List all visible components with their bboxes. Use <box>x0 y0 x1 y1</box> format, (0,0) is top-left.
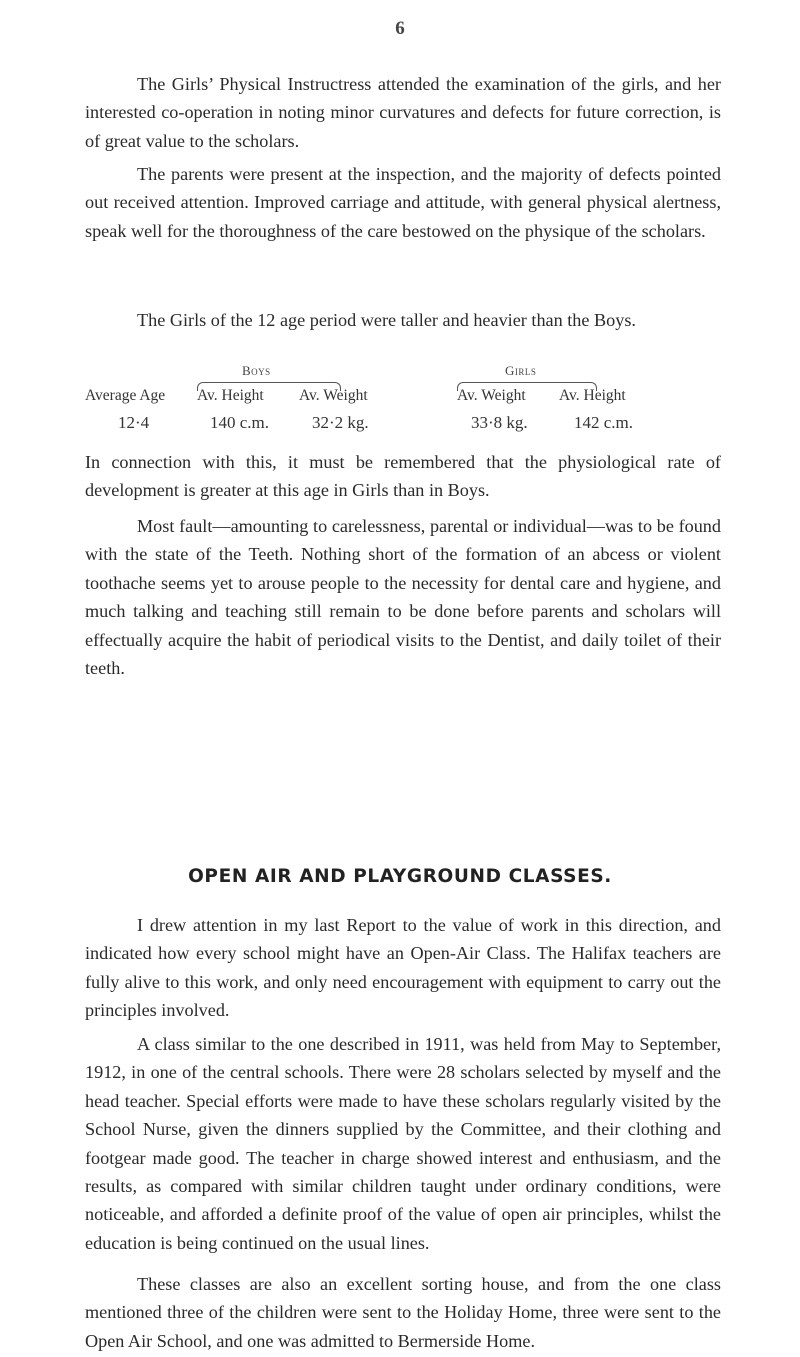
paragraph-girls-taller: The Girls of the 12 age period were taller and heavier than the Boys. <box>137 310 636 330</box>
header-boys-weight: Av. Weight <box>299 387 368 404</box>
section-heading-open-air: OPEN AIR AND PLAYGROUND CLASSES. <box>188 866 612 887</box>
paragraph-parents-inspection: The parents were present at the inspection, and the majority of defects pointed out received attention. Improved carriage and attitude, with general physical alertness, speak well for the thoroughness of the care bestowed on the physique of the scholars. <box>85 164 721 241</box>
paragraph-open-air-report: I drew attention in my last Report to the value of work in this direction, and indicated how every school might have an Open-Air Class. The Halifax teachers are fully alive to this work, and only need encouragement with equipment to carry out the principles involved. <box>85 915 721 1021</box>
paragraph-physiological-rate: In connection with this, it must be remembered that the physiological rate of development is greater at this age in Girls than in Boys. <box>85 452 721 501</box>
header-girls-weight: Av. Weight <box>457 387 526 404</box>
page-number: 6 <box>395 18 405 39</box>
boys-group-label: Boys <box>242 363 271 378</box>
paragraph-teeth: Most fault—amounting to carelessness, parental or individual—was to be found with the state of the Teeth. Nothing short of the formation of an abcess or violent toothache seems yet to arouse people to the necessity for dental care and hygiene, and much talking and teaching still remain to be done before parents and scholars will effectually acquire the habit of periodical visits to the Dentist, and daily toilet of their teeth. <box>85 516 721 679</box>
header-boys-height: Av. Height <box>197 387 264 404</box>
paragraph-class-1912: A class similar to the one described in 1911, was held from May to September, 1912, in one of the central schools. There were 28 scholars selected by myself and the head teacher. Special efforts were made to have these scholars regularly visited by the School Nurse, given the dinners supplied by the Committee, and their clothing and footgear made good. The teacher in charge showed interest and enthusiasm, and the results, as compared with similar children taught under ordinary conditions, were noticeable, and afforded a definite proof of the value of open air principles, whilst the education is being continued on the usual lines. <box>85 1034 721 1253</box>
value-girls-weight: 33·8 kg. <box>471 413 528 432</box>
paragraph-physical-instructress: The Girls’ Physical Instructress attended the examination of the girls, and her interested co-operation in noting minor curvatures and defects for future correction, is of great value to the scholars. <box>85 74 721 151</box>
value-boys-weight: 32·2 kg. <box>312 413 369 432</box>
paragraph-sorting-house: These classes are also an excellent sorting house, and from the one class mentioned three of the children were sent to the Holiday Home, three were sent to the Open Air School, and one was admitted to Bermerside Home. <box>85 1274 721 1351</box>
height-weight-table <box>85 363 721 443</box>
value-girls-height: 142 c.m. <box>574 413 634 432</box>
value-average-age: 12·4 <box>118 413 150 432</box>
header-girls-height: Av. Height <box>559 387 626 404</box>
header-average-age: Average Age <box>85 387 166 404</box>
value-boys-height: 140 c.m. <box>210 413 270 432</box>
girls-group-label: Girls <box>505 363 537 378</box>
